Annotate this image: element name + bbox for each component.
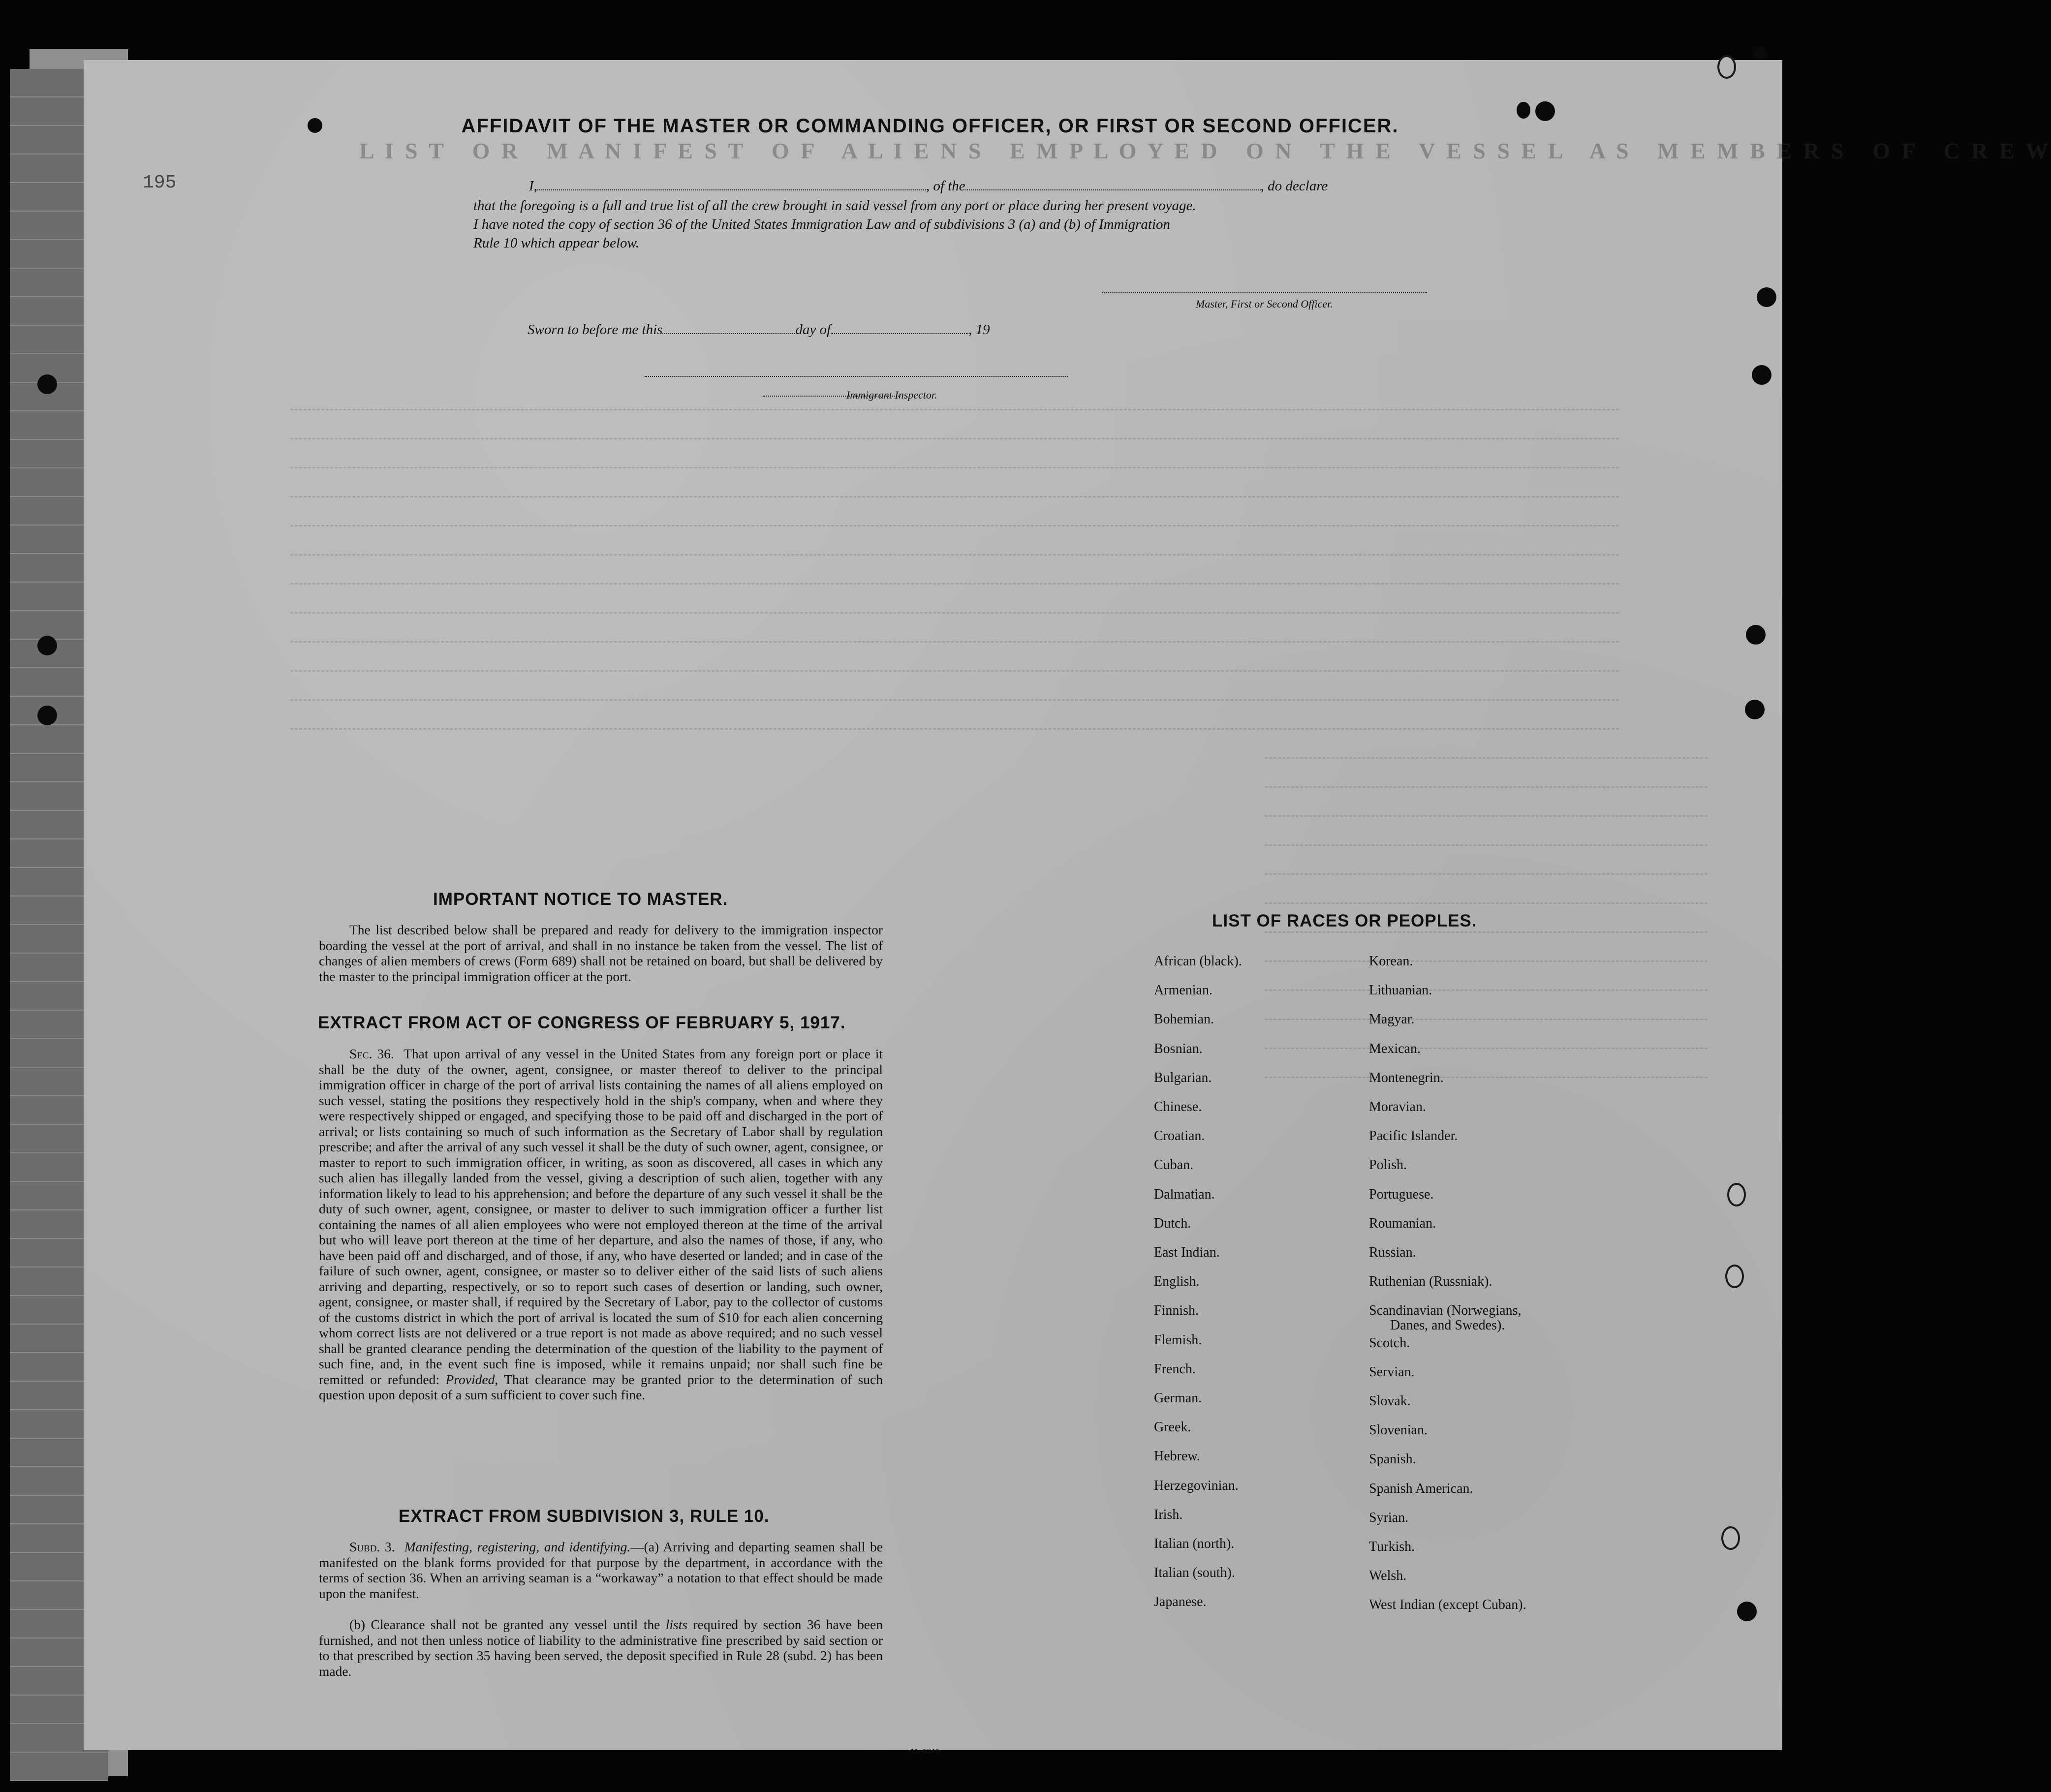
act-heading: EXTRACT FROM ACT OF CONGRESS OF FEBRUARY 5, 1917. [318,1013,846,1032]
punch-hole [1535,101,1555,121]
race-item: Hebrew. [1154,1449,1200,1464]
race-item: English. [1154,1274,1200,1290]
punch-hole [308,118,322,133]
punch-hole [1752,365,1771,385]
race-item: Syrian. [1369,1510,1409,1525]
affidavit-line-1: I, , of the , do declare [529,178,1328,194]
bleed-through-row [290,436,1619,439]
bleed-through-row [1265,871,1708,875]
race-item: Magyar. [1369,1012,1415,1027]
race-item: French. [1154,1361,1196,1377]
inspector-signature-line [645,375,1068,377]
act-body: Sec. 36. That upon arrival of any vessel in the United States from any foreign port or place it shall be the duty of the owner, agent, consignee, or master thereof to deliver to the principal immigration officer in charge of the port of arrival lists containing the names of all aliens employed on such vessel, stating the positions they respectively hold in the ship's company, when and where they were respectively shipped or engaged, and specifying those to be paid off and discharged in the port of arrival; or lists containing so much of such information as the Secretary of Labor shall by regulation prescribe; and after the arrival of any such vessel it shall be the duty of such owner, agent, consignee, or master to report to such immigration officer, in writing, as soon as discovered, all cases in which any such alien has illegally landed from the vessel, giving a description of such alien, together with any information likely to lead to his apprehension; and before the departure of any such vessel it shall be the duty of such owner, agent, consignee, or master to deliver to such immigration officer a further list containing the names of all alien employees who were not employed thereon at the time of the arrival but who will leave port thereon at the time of her departure, and also the names of those, if any, who have been paid off and discharged, and of those, if any, who have deserted or landed; and in case of the failure of such owner, agent, consignee, or master so to deliver either of the said lists of such aliens arriving and departing, respectively, or so to report such cases of desertion or landing, such owner, agent, consignee, or master shall, if required by the Secretary of Labor, pay to the collector of customs of the customs district in which the port of arrival is located the sum of $10 for each alien concerning whom correct lists are not delivered or a true report is not made as above required; and no such vessel shall be granted clearance pending the determination of the question of the liability to the payment of such fine, and, in the event such fine is imposed, while it remains unpaid; nor shall such fine be remitted or refunded: Provided, That clearance may be granted prior to the determination of such question upon deposit of a sum sufficient to cover such fine. [319,1046,883,1402]
punch-hole [1737,1602,1757,1621]
race-item: Bulgarian. [1154,1070,1212,1085]
punch-hole [1746,625,1766,645]
race-item: Irish. [1154,1507,1183,1522]
inspector-caption: Immigrant Inspector. [846,389,937,401]
race-item: Slovenian. [1369,1422,1428,1438]
race-item: Finnish. [1154,1303,1199,1319]
race-item: Ruthenian (Russniak). [1369,1274,1492,1290]
bleed-through-row [1265,842,1708,846]
bleed-through-row [1265,1046,1708,1049]
manifest-reverse-page [84,60,2051,1756]
race-item: Bohemian. [1154,1012,1214,1027]
sworn-line: Sworn to before me this day of , 19 [528,322,990,338]
race-item: Montenegrin. [1369,1070,1444,1085]
race-item: Turkish. [1369,1539,1415,1554]
race-item: Moravian. [1369,1099,1426,1114]
bleed-through-row [290,407,1619,410]
signature-caption: Master, First or Second Officer. [1196,298,1333,310]
race-item: West Indian (except Cuban). [1369,1597,1526,1613]
bleed-through-heading: L I S T O R M A N I F E S T O F A L I E N S E M P L O Y E D O N T H E V E S S E L A S M E M B E R S O F C R E W [359,138,2051,163]
affidavit-title: AFFIDAVIT OF THE MASTER OR COMMANDING OFFICER, OR FIRST OR SECOND OFFICER. [461,115,1399,137]
race-item: Greek. [1154,1420,1191,1435]
punch-hole [37,706,57,725]
race-item: Spanish. [1369,1452,1416,1467]
races-heading: LIST OF RACES OR PEOPLES. [1212,911,1477,930]
bleed-through-row [1265,958,1708,962]
bleed-through-row [290,668,1619,672]
form-number: 11—1240 [910,1748,939,1756]
punch-hole [1517,102,1530,119]
race-item: Lithuanian. [1369,983,1432,998]
race-item: Herzegovinian. [1154,1478,1239,1493]
notice-heading: IMPORTANT NOTICE TO MASTER. [433,890,728,909]
race-item: Mexican. [1369,1041,1421,1056]
affidavit-line-3: I have noted the copy of section 36 of the United States Immigration Law and of subdivisions 3 (a) and (b) of Immigration [473,216,1171,232]
rule-heading: EXTRACT FROM SUBDIVISION 3, RULE 10. [399,1507,770,1526]
punch-hole [1717,55,1736,79]
bleed-through-row [1265,900,1708,904]
punch-hole [1754,47,1767,60]
race-item: Dalmatian. [1154,1186,1215,1202]
punch-hole [1725,1265,1744,1288]
race-item: Italian (north). [1154,1536,1235,1551]
bleed-through-row [290,581,1619,585]
bleed-through-row [290,465,1619,468]
bleed-through-row [1265,1075,1708,1078]
race-item: Cuban. [1154,1157,1194,1173]
race-item: Polish. [1369,1157,1407,1173]
bleed-through-row [1265,784,1708,788]
affidavit-line-4: Rule 10 which appear below. [473,235,639,251]
bleed-through-row [290,523,1619,526]
bleed-through-row [290,697,1619,701]
punch-hole [1721,1526,1740,1550]
race-item: Croatian. [1154,1128,1205,1144]
bleed-through-row [290,610,1619,614]
bleed-through-row [1265,1017,1708,1020]
race-item: Danes, and Swedes). [1390,1318,1505,1333]
bleed-through-row [1265,988,1708,991]
bleed-through-row [290,639,1619,643]
race-item: Armenian. [1154,983,1212,998]
race-item: Dutch. [1154,1215,1191,1231]
race-item: Italian (south). [1154,1565,1235,1581]
punch-hole [1727,1183,1746,1206]
race-item: Japanese. [1154,1594,1207,1610]
race-item: Bosnian. [1154,1041,1203,1056]
bleed-through-row [290,494,1619,497]
race-item: Welsh. [1369,1568,1407,1584]
notice-body: The list described below shall be prepared and ready for delivery to the immigration inspector boarding the vessel at the port of arrival, and shall in no instance be taken from the vessel. The list of changes of alien members of crews (Form 689) shall not be retained on board, but shall be delivered by the master to the principal immigration officer at the port. [319,922,883,984]
bleed-through-row [290,726,1619,730]
bleed-through-row [1265,813,1708,817]
race-item: Chinese. [1154,1099,1202,1114]
bleed-through-row [1265,755,1708,759]
race-item: Spanish American. [1369,1481,1473,1496]
punch-hole [1745,700,1765,719]
race-item: Flemish. [1154,1332,1202,1348]
race-item: Slovak. [1369,1393,1411,1409]
race-item: Portuguese. [1369,1186,1434,1202]
punch-hole [37,374,57,394]
margin-pencil-number: 195 [143,172,177,193]
affidavit-line-2: that the foregoing is a full and true list of all the crew brought in said vessel from any port or place during her present voyage. [473,198,1196,214]
race-item: East Indian. [1154,1245,1220,1260]
race-item: Servian. [1369,1364,1415,1380]
race-item: Scandinavian (Norwegians, [1369,1303,1522,1319]
signature-line [1102,291,1427,293]
rule-body-a: Subd. 3. Manifesting, registering, and identifying.—(a) Arriving and departing seamen shall be manifested on the blank forms provided for that purpose by the department, in accordance with the terms of section 36. When an arriving seaman is a “workaway” a notation to that effect should be made upon the manifest. [319,1539,883,1601]
race-item: Russian. [1369,1245,1416,1260]
punch-hole [37,636,57,655]
race-item: Roumanian. [1369,1215,1436,1231]
punch-hole [1757,287,1776,307]
race-item: Korean. [1369,954,1413,969]
bleed-through-row [290,552,1619,556]
race-item: German. [1154,1390,1202,1406]
race-item: Scotch. [1369,1335,1410,1351]
rule-body-b: (b) Clearance shall not be granted any vessel until the lists required by section 36 have been furnished, and not then unless notice of liability to the administrative fine prescribed by said section or to that prescribed by section 35 having been served, the deposit specified in Rule 28 (subd. 2) has been made. [319,1617,883,1679]
race-item: African (black). [1154,954,1242,969]
race-item: Pacific Islander. [1369,1128,1458,1144]
